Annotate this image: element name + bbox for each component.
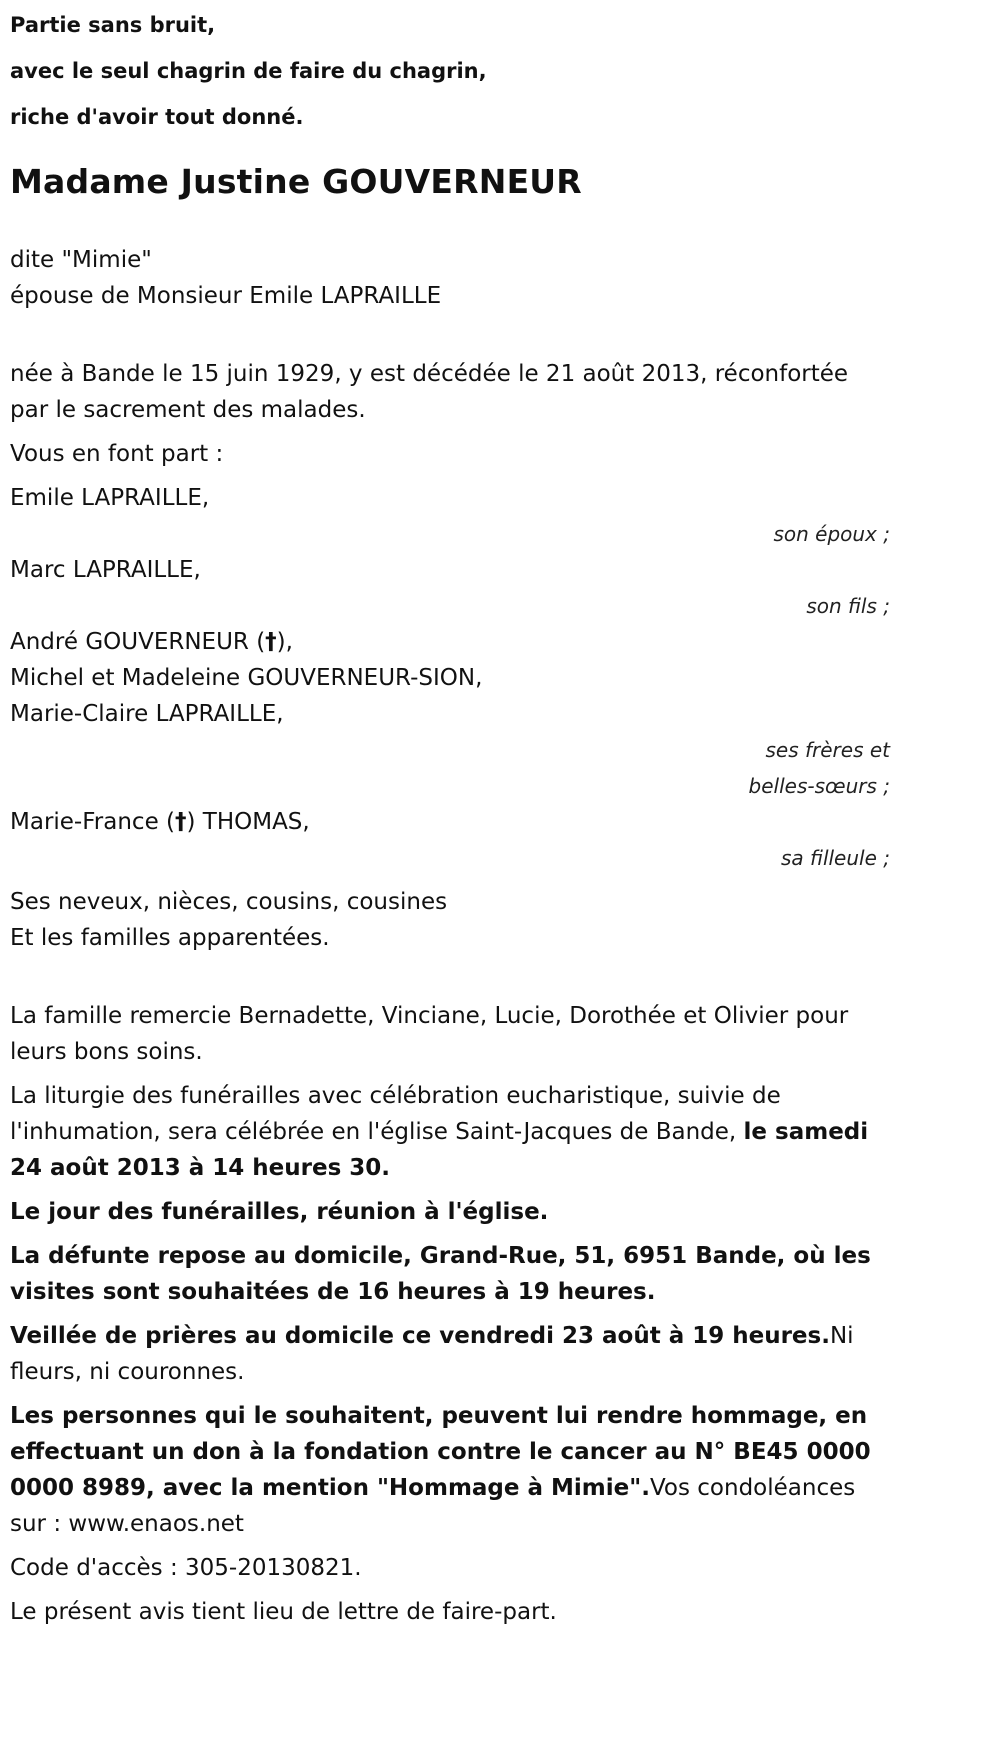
family-others-line: Ses neveux, nièces, cousins, cousines <box>10 889 448 915</box>
deceased-name: Madame Justine GOUVERNEUR <box>10 162 582 201</box>
family-member: Marc LAPRAILLE, <box>10 557 201 583</box>
vigil-text <box>10 1318 890 1390</box>
liturgy-text <box>10 1078 890 1186</box>
closing <box>10 1594 890 1630</box>
epigraph <box>10 0 990 140</box>
thanks-text: La famille remercie Bernadette, Vinciane, Lucie, Dorothée et Olivier pour leurs bons soins. <box>10 1003 849 1065</box>
family-role: ses frères et <box>765 738 890 762</box>
meeting-text: Le jour des funérailles, réunion à l'église. <box>10 1199 549 1225</box>
family-group-son <box>10 552 890 624</box>
vigil <box>10 1318 890 1390</box>
closing-text: Le présent avis tient lieu de lettre de faire-part. <box>10 1599 557 1625</box>
family-others <box>10 884 990 956</box>
meeting <box>10 1194 890 1230</box>
family-member <box>10 804 890 840</box>
family-group-siblings <box>10 624 890 804</box>
family-member: Marie-Claire LAPRAILLE, <box>10 701 284 727</box>
rest <box>10 1238 890 1310</box>
condolences-text: Vos condoléances sur : www.enaos.net <box>10 1475 856 1537</box>
family-role: sa filleule ; <box>780 846 890 870</box>
liturgy <box>10 1078 890 1186</box>
family-member <box>10 624 890 660</box>
cross-icon: † <box>265 629 277 655</box>
rest-text: La défunte repose au domicile, Grand-Rue, 51, 6951 Bande, où les visites sont souhaitées de 16 heures à 19 heures. <box>10 1243 871 1305</box>
family-member: Michel et Madeleine GOUVERNEUR-SION, <box>10 665 483 691</box>
family-others-line: Et les familles apparentées. <box>10 925 330 951</box>
liturgy-plain: La liturgie des funérailles avec célébration eucharistique, suivie de l'inhumation, sera célébrée en l'église Saint-Jacques de Bande, <box>10 1083 781 1145</box>
member-name: Marie-France ( <box>10 809 175 835</box>
epigraph-line: avec le seul chagrin de faire du chagrin, <box>10 59 487 83</box>
donation-text <box>10 1398 890 1542</box>
family-group-goddaughter <box>10 804 890 876</box>
epigraph-line: riche d'avoir tout donné. <box>10 105 304 129</box>
family-role: belles-sœurs ; <box>748 774 890 798</box>
vigil-plain: Ni fleurs, ni couronnes. <box>10 1323 854 1385</box>
family-role: son fils ; <box>806 594 890 618</box>
donation-bold: Les personnes qui le souhaitent, peuvent lui rendre hommage, en effectuant un don à la fondation contre le cancer au N° BE45 0000 0000 8989, avec la mention "Hommage à Mimie". <box>10 1403 871 1501</box>
family-role: son époux ; <box>773 522 890 546</box>
epigraph-line: Partie sans bruit, <box>10 13 216 37</box>
member-suffix: ), <box>276 629 293 655</box>
birth-death-text: née à Bande le 15 juin 1929, y est décédée le 21 août 2013, réconfortée par le sacrement des malades. <box>10 361 849 423</box>
announcement <box>10 436 990 472</box>
access-code <box>10 1550 890 1586</box>
announce-text: Vous en font part : <box>10 441 224 467</box>
member-suffix: ) THOMAS, <box>186 809 310 835</box>
spouse: épouse de Monsieur Emile LAPRAILLE <box>10 283 442 309</box>
cross-icon: † <box>175 809 187 835</box>
vigil-bold: Veillée de prières au domicile ce vendredi 23 août à 19 heures. <box>10 1323 830 1349</box>
access-code-text: Code d'accès : 305-20130821. <box>10 1555 362 1581</box>
nickname: dite "Mimie" <box>10 247 152 273</box>
family-member: Emile LAPRAILLE, <box>10 485 210 511</box>
thanks <box>10 998 890 1070</box>
birth-death <box>10 356 890 428</box>
liturgy-date: le samedi 24 août 2013 à 14 heures 30. <box>10 1119 869 1181</box>
member-name: André GOUVERNEUR ( <box>10 629 266 655</box>
family-group-spouse <box>10 480 890 552</box>
identity <box>10 242 990 314</box>
donation <box>10 1398 890 1542</box>
